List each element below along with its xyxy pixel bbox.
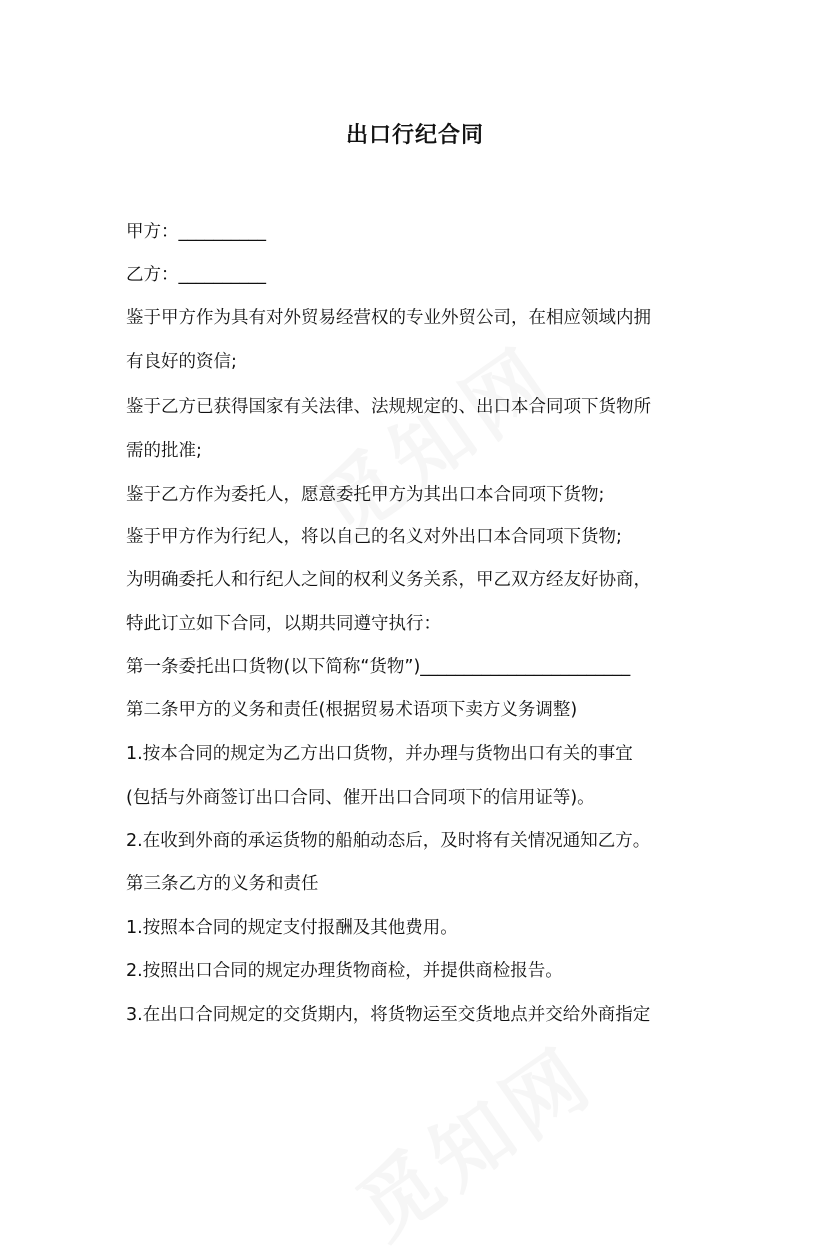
recital-line: 需的批准; bbox=[126, 441, 202, 461]
recital-line: 鉴于乙方作为委托人，愿意委托甲方为其出口本合同项下货物; bbox=[126, 485, 605, 505]
recital-line: 鉴于甲方作为具有对外贸易经营权的专业外贸公司，在相应领域内拥 bbox=[126, 308, 651, 328]
article-heading: 第二条甲方的义务和责任(根据贸易术语项下卖方义务调整) bbox=[126, 700, 578, 720]
recital-line: 鉴于乙方已获得国家有关法律、法规规定的、出口本合同项下货物所 bbox=[126, 397, 651, 417]
article-heading: 第一条委托出口货物(以下简称“货物”)________________________ bbox=[126, 657, 631, 677]
party-b-line: 乙方：__________ bbox=[126, 265, 266, 285]
recital-line: 为明确委托人和行纪人之间的权利义务关系，甲乙双方经友好协商， bbox=[126, 570, 651, 590]
clause-line: 3.在出口合同规定的交货期内，将货物运至交货地点并交给外商指定 bbox=[126, 1005, 651, 1025]
recital-line: 鉴于甲方作为行纪人，将以自己的名义对外出口本合同项下货物; bbox=[126, 527, 622, 547]
clause-line: (包括与外商签订出口合同、催开出口合同项下的信用证等)。 bbox=[126, 788, 595, 808]
clause-line: 1.按本合同的规定为乙方出口货物，并办理与货物出口有关的事宜 bbox=[126, 744, 633, 764]
recital-line: 有良好的资信; bbox=[126, 352, 237, 372]
watermark-top bbox=[291, 315, 573, 561]
clause-line: 2.在收到外商的承运货物的船舶动态后，及时将有关情况通知乙方。 bbox=[126, 831, 651, 851]
page-title: 出口行纪合同 bbox=[345, 123, 484, 148]
clause-line: 1.按照本合同的规定支付报酬及其他费用。 bbox=[126, 918, 458, 938]
recital-line: 特此订立如下合同，以期共同遵守执行： bbox=[126, 614, 441, 634]
article-heading: 第三条乙方的义务和责任 bbox=[126, 874, 319, 894]
clause-line: 2.按照出口合同的规定办理货物商检，并提供商检报告。 bbox=[126, 961, 563, 981]
party-a-line: 甲方：__________ bbox=[126, 222, 266, 242]
watermark-bottom bbox=[331, 1015, 613, 1260]
